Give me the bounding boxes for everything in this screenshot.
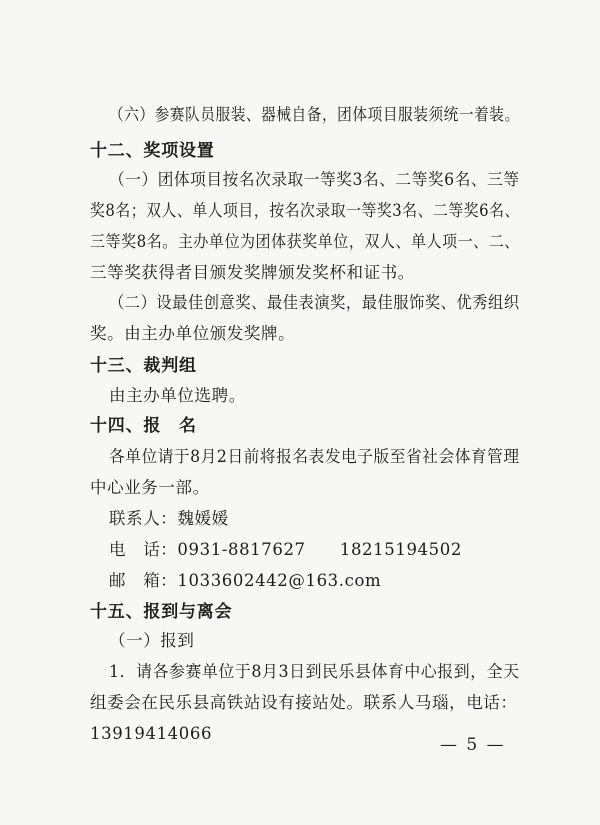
subheading-arrival: （一）报到 [109,631,195,650]
paragraph-registration-line-1: 各单位请于8月2日前将报名表发电子版至省社会体育管理 [109,447,520,466]
paragraph-team-awards-line-1: （一）团体项目按名次录取一等奖3名、二等奖6名、三等 [109,170,520,189]
paragraph-attire: （六）参赛队员服装、器械自备，团体项目服装须统一着装。 [109,105,520,124]
contact-person: 联系人：魏媛媛 [109,509,229,528]
paragraph-team-awards-line-2: 奖8名；双人、单人项目，按名次录取一等奖3名、二等奖6名、 [90,201,520,220]
page-number: — 5 — [440,735,506,755]
section-heading-referees: 十三、裁判组 [90,356,197,376]
paragraph-team-awards-line-3: 三等奖8名。主办单位为团体获奖单位，双人、单人项一、二、 [90,232,520,251]
paragraph-referees: 由主办单位选聘。 [109,386,246,405]
contact-phone: 电 话：0931-8817627 18215194502 [109,540,462,559]
contact-email: 邮 箱：1033602442@163.com [109,571,382,590]
section-heading-awards: 十二、奖项设置 [90,141,215,161]
paragraph-arrival-line-1: 1．请各参赛单位于8月3日到民乐县体育中心报到，全天 [109,662,520,681]
section-heading-registration: 十四、报 名 [90,416,197,436]
paragraph-special-awards-line-1: （二）设最佳创意奖、最佳表演奖，最佳服饰奖、优秀组织 [109,293,520,312]
paragraph-arrival-line-2: 组委会在民乐县高铁站设有接站处。联系人马瑙，电话： [90,693,518,712]
paragraph-registration-line-2: 中心业务一部。 [90,478,210,497]
paragraph-special-awards-line-2: 奖。由主办单位颁发奖牌。 [90,324,296,343]
paragraph-arrival-line-3: 13919414066 [90,724,213,743]
section-heading-arrival-departure: 十五、报到与离会 [90,602,233,622]
paragraph-team-awards-line-4: 三等奖获得者目颁发奖牌颁发奖杯和证书。 [90,263,415,282]
